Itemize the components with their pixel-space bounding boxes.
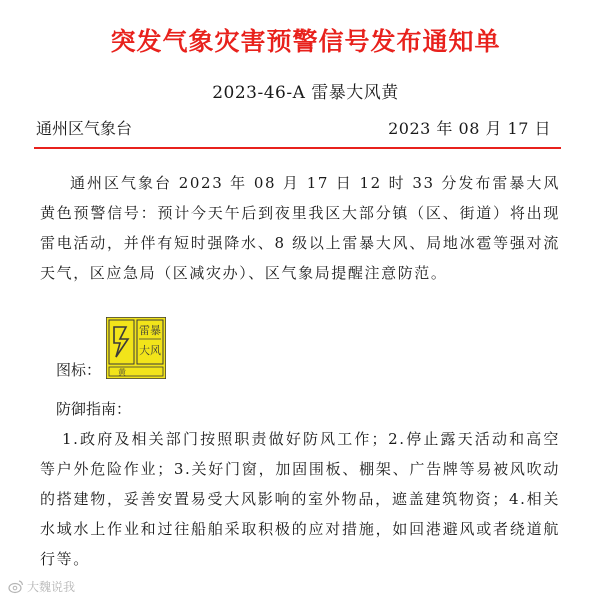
icon-label: 图标： [56, 361, 102, 379]
defense-guide-text: 1.政府及相关部门按照职责做好防风工作；2.停止露天活动和高空等户外危险作业；3.关好门窗，加固围板、棚架、广告牌等易被风吹动的搭建物，妥善安置易受大风影响的室外物品，遮盖建筑物资；4.相关水域水上作业和过往船舶采取积极的应对措施，如回港避风或者绕道航行等。 [40, 430, 560, 568]
defense-guide-label: 防御指南： [56, 400, 132, 418]
watermark-text: 大魏说我 [27, 579, 76, 594]
issuer-name: 通州区气象台 [36, 119, 133, 138]
notice-title: 突发气象灾害预警信号发布通知单 [110, 27, 501, 56]
watermark [8, 576, 75, 596]
document-number: 2023-46-A 雷暴大风黄 [212, 83, 399, 103]
thunderstorm-wind-yellow-warning-icon [106, 317, 166, 379]
weibo-logo-icon [8, 578, 24, 594]
red-divider [34, 147, 561, 149]
issue-date: 2023 年 08 月 17 日 [388, 119, 551, 138]
icon-bottom-text: 黄 [118, 368, 126, 377]
icon-side-text: 大风 [139, 344, 161, 357]
icon-top-text: 雷暴 [139, 324, 161, 337]
notice-body: 通州区气象台 2023 年 08 月 17 日 12 时 33 分发布雷暴大风黄色预警信号：预计今天午后到夜里我区大部分镇（区、街道）将出现雷电活动，并伴有短时强降水、8 级以上雷暴大风、局地冰雹等强对流天气，区应急局（区减灾办）、区气象局提醒注意防范。 [40, 174, 560, 282]
